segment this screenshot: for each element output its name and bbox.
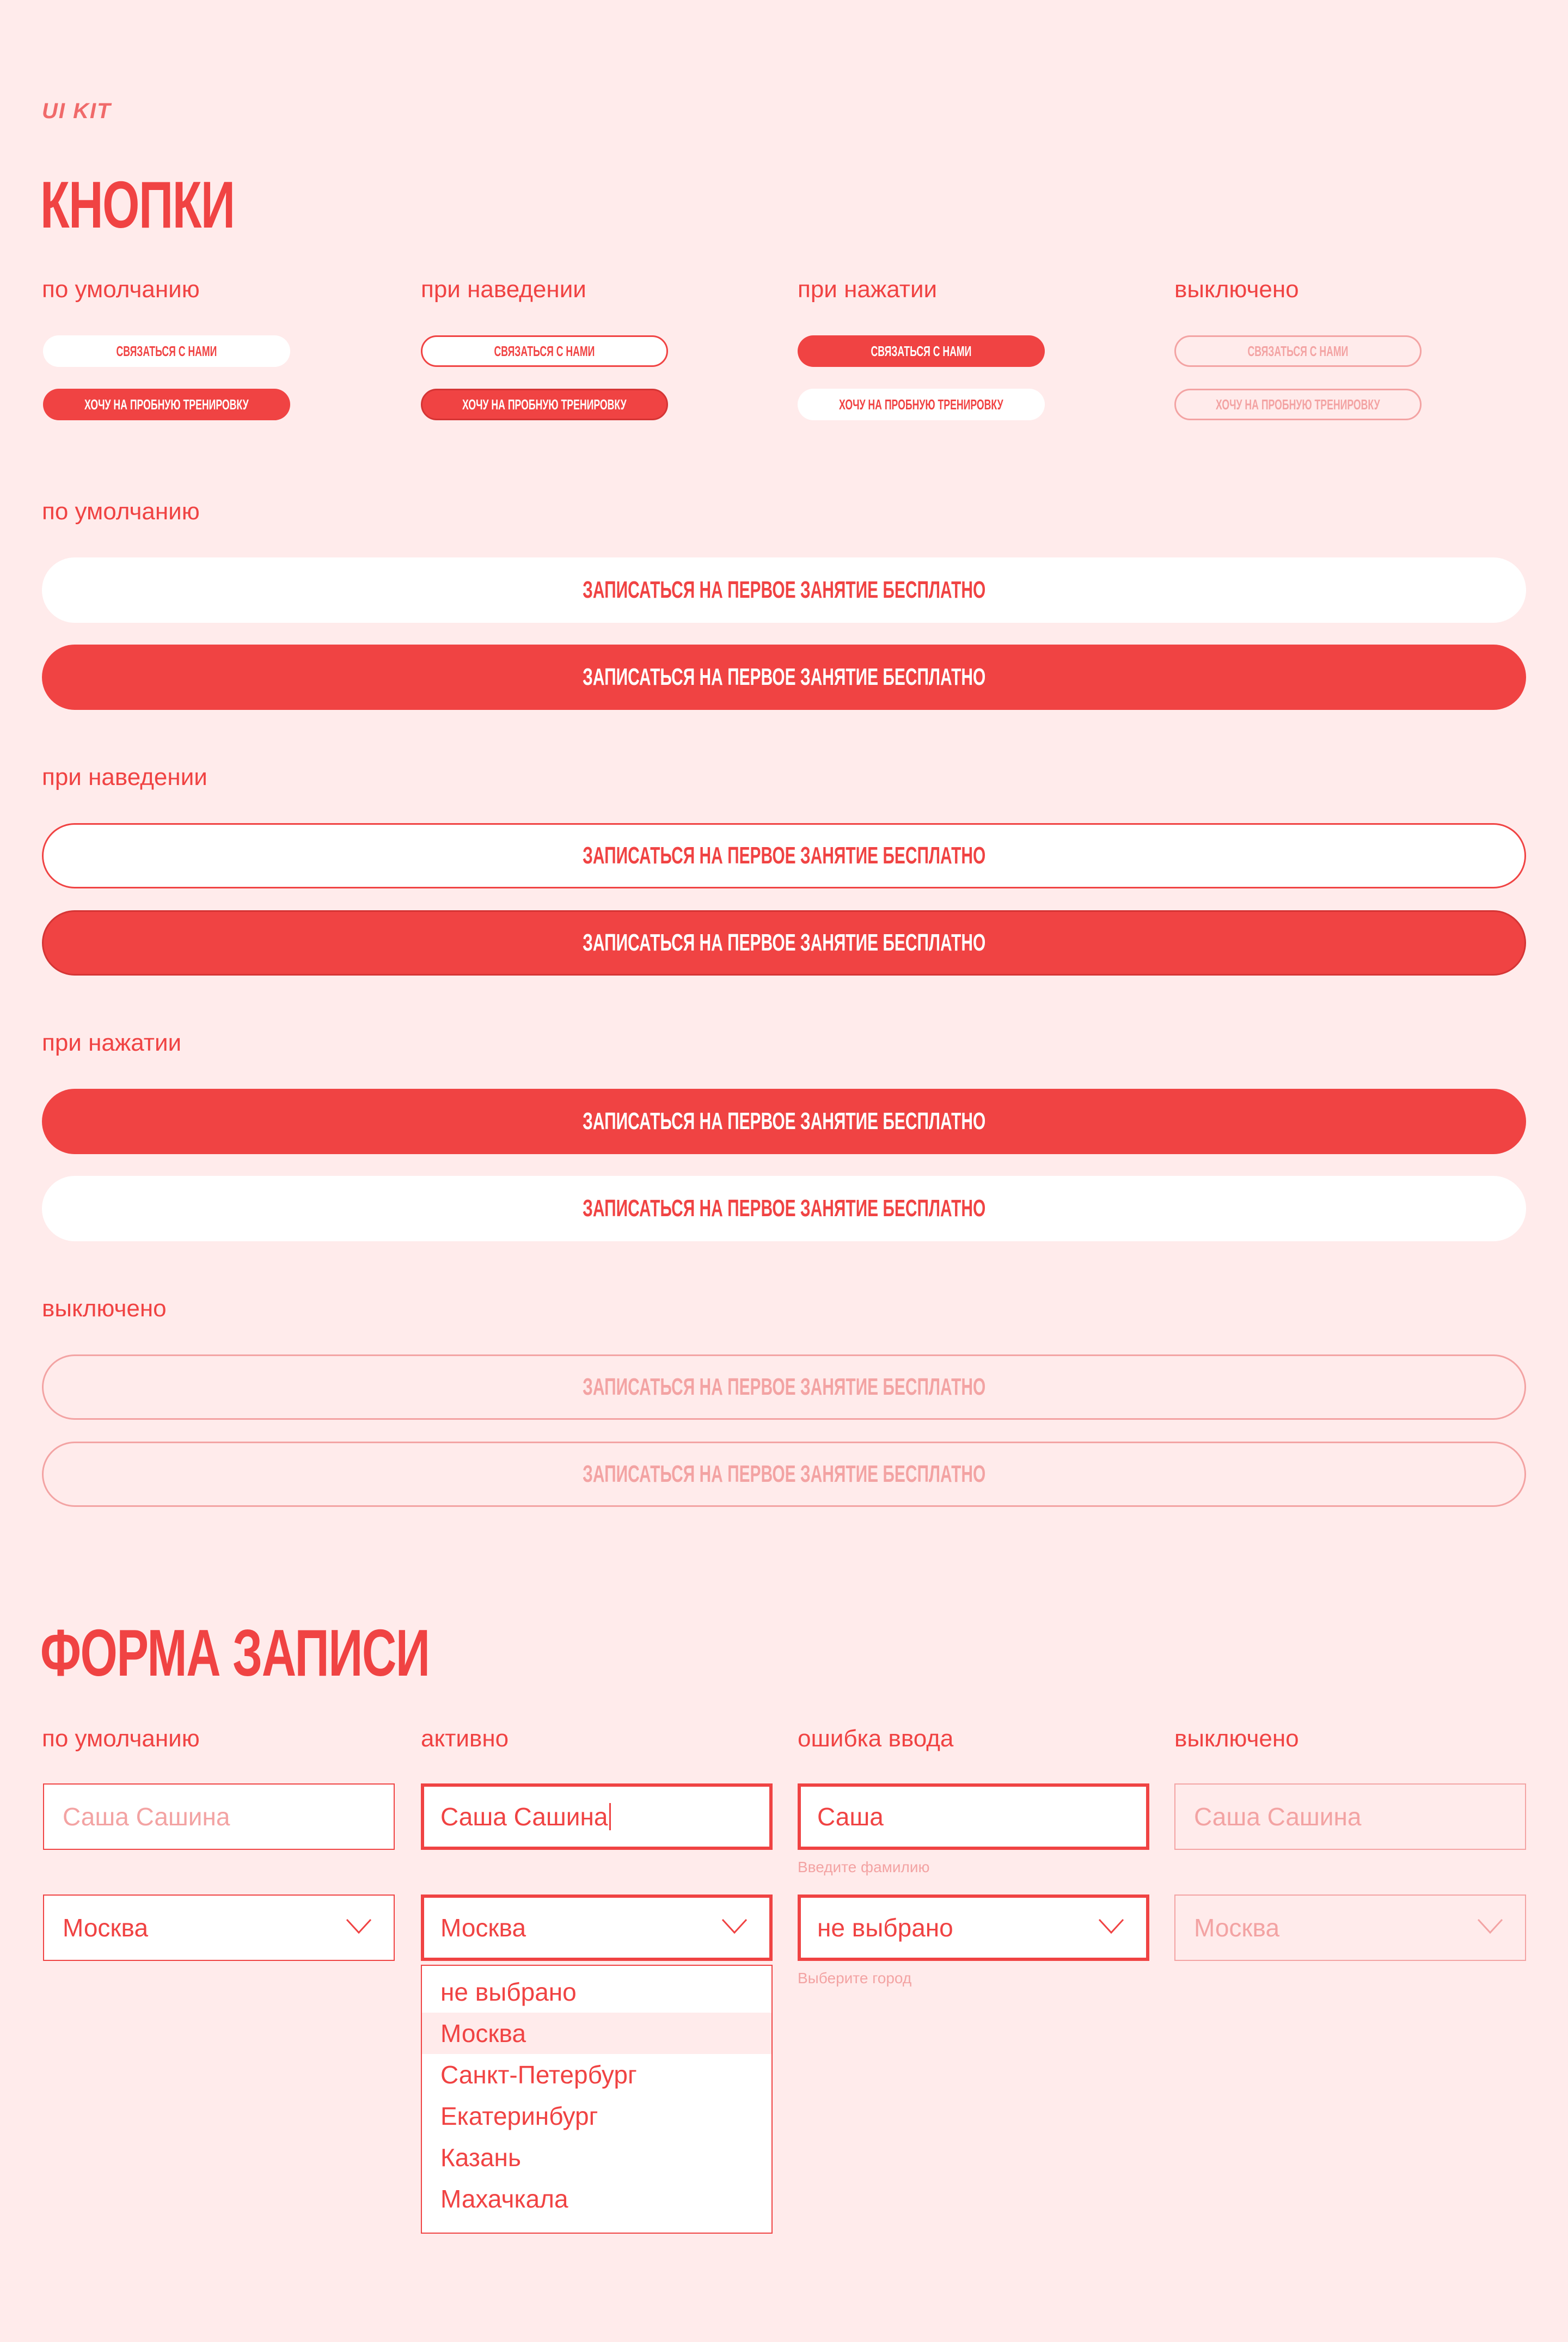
chevron-down-icon [346, 1918, 372, 1934]
button-label: ХОЧУ НА ПРОБНУЮ ТРЕНИРОВКУ [839, 396, 1003, 413]
state-label-disabled: выключено [1174, 276, 1299, 303]
name-input-default[interactable] [43, 1783, 395, 1850]
form-state-label-error: ошибка ввода [798, 1725, 954, 1752]
city-select-value: не выбрано [817, 1914, 953, 1942]
button-label: ХОЧУ НА ПРОБНУЮ ТРЕНИРОВКУ [84, 396, 249, 413]
city-dropdown-list [421, 1965, 773, 2234]
wide-group-label-pressed: при нажатии [42, 1029, 182, 1056]
signup-button-disabled-2 [42, 1442, 1526, 1507]
name-input-placeholder: Саша Сашина [1194, 1803, 1362, 1831]
signup-button-hover-white[interactable] [42, 823, 1526, 888]
contact-button-default[interactable] [43, 335, 290, 367]
button-label: СВЯЗАТЬСЯ С НАМИ [1247, 342, 1349, 359]
dropdown-option-none[interactable]: не выбрано [440, 1978, 577, 2006]
trial-button-hover[interactable] [421, 389, 668, 420]
city-select-error[interactable] [798, 1895, 1149, 1961]
wide-group-label-default: по умолчанию [42, 498, 200, 525]
city-select-value: Москва [1194, 1914, 1280, 1942]
chevron-down-icon [1477, 1918, 1503, 1934]
chevron-down-icon [721, 1918, 748, 1934]
trial-button-disabled [1174, 389, 1422, 420]
city-error-hint: Выберите город [798, 1970, 912, 1987]
button-label: ЗАПИСАТЬСЯ НА ПЕРВОЕ ЗАНЯТИЕ БЕСПЛАТНО [582, 842, 986, 869]
button-label: СВЯЗАТЬСЯ С НАМИ [871, 342, 972, 359]
button-label: ЗАПИСАТЬСЯ НА ПЕРВОЕ ЗАНЯТИЕ БЕСПЛАТНО [582, 664, 986, 690]
button-label: ЗАПИСАТЬСЯ НА ПЕРВОЕ ЗАНЯТИЕ БЕСПЛАТНО [582, 1195, 986, 1222]
text-caret [609, 1803, 611, 1830]
button-label: СВЯЗАТЬСЯ С НАМИ [116, 342, 217, 359]
form-state-label-default: по умолчанию [42, 1725, 200, 1752]
signup-button-default-red[interactable] [42, 645, 1526, 710]
dropdown-option-makhachkala[interactable]: Махачкала [440, 2185, 568, 2213]
button-label: СВЯЗАТЬСЯ С НАМИ [494, 342, 595, 359]
dropdown-option-kazan[interactable]: Казань [440, 2143, 521, 2172]
dropdown-option-moscow[interactable]: Москва [422, 2013, 771, 2054]
city-select-value: Москва [63, 1914, 149, 1942]
name-input-error[interactable] [798, 1783, 1149, 1850]
contact-button-hover[interactable] [421, 335, 668, 367]
signup-button-pressed-white[interactable] [42, 1176, 1526, 1241]
button-label: ЗАПИСАТЬСЯ НА ПЕРВОЕ ЗАНЯТИЕ БЕСПЛАТНО [582, 1108, 986, 1135]
city-select-disabled [1174, 1895, 1526, 1961]
name-error-hint: Введите фамилию [798, 1859, 930, 1875]
city-select-default[interactable] [43, 1895, 395, 1961]
name-input-value: Саша Сашина [440, 1803, 608, 1831]
button-label: ХОЧУ НА ПРОБНУЮ ТРЕНИРОВКУ [462, 396, 627, 413]
trial-button-default[interactable] [43, 389, 290, 420]
name-input-value: Саша [817, 1803, 884, 1831]
name-input-disabled [1174, 1783, 1526, 1850]
buttons-section-title: КНОПКИ [40, 168, 235, 242]
state-label-default: по умолчанию [42, 276, 200, 303]
signup-button-hover-red[interactable] [42, 910, 1526, 976]
signup-button-default-white[interactable] [42, 557, 1526, 623]
signup-button-disabled-1 [42, 1354, 1526, 1420]
form-state-label-disabled: выключено [1174, 1725, 1299, 1752]
ui-kit-label: UI KIT [42, 99, 112, 123]
city-select-active[interactable] [421, 1895, 773, 1961]
button-label: ХОЧУ НА ПРОБНУЮ ТРЕНИРОВКУ [1216, 396, 1380, 413]
form-state-label-active: активно [421, 1725, 509, 1752]
form-section-title: ФОРМА ЗАПИСИ [40, 1616, 430, 1690]
contact-button-disabled [1174, 335, 1422, 367]
signup-button-pressed-red[interactable] [42, 1089, 1526, 1154]
chevron-down-icon [1098, 1918, 1124, 1934]
button-label: ЗАПИСАТЬСЯ НА ПЕРВОЕ ЗАНЯТИЕ БЕСПЛАТНО [582, 1461, 986, 1487]
button-label: ЗАПИСАТЬСЯ НА ПЕРВОЕ ЗАНЯТИЕ БЕСПЛАТНО [582, 1374, 986, 1400]
button-label: ЗАПИСАТЬСЯ НА ПЕРВОЕ ЗАНЯТИЕ БЕСПЛАТНО [582, 929, 986, 956]
contact-button-pressed[interactable] [798, 335, 1045, 367]
name-input-active[interactable] [421, 1783, 773, 1850]
wide-group-label-disabled: выключено [42, 1295, 167, 1322]
wide-group-label-hover: при наведении [42, 764, 207, 790]
state-label-hover: при наведении [421, 276, 586, 303]
button-label: ЗАПИСАТЬСЯ НА ПЕРВОЕ ЗАНЯТИЕ БЕСПЛАТНО [582, 577, 986, 603]
state-label-pressed: при нажатии [798, 276, 938, 303]
trial-button-pressed[interactable] [798, 389, 1045, 420]
name-input-placeholder: Саша Сашина [63, 1803, 230, 1831]
dropdown-option-spb[interactable]: Санкт-Петербург [440, 2061, 637, 2089]
city-select-value: Москва [440, 1914, 526, 1942]
dropdown-option-ekb[interactable]: Екатеринбург [440, 2102, 598, 2130]
